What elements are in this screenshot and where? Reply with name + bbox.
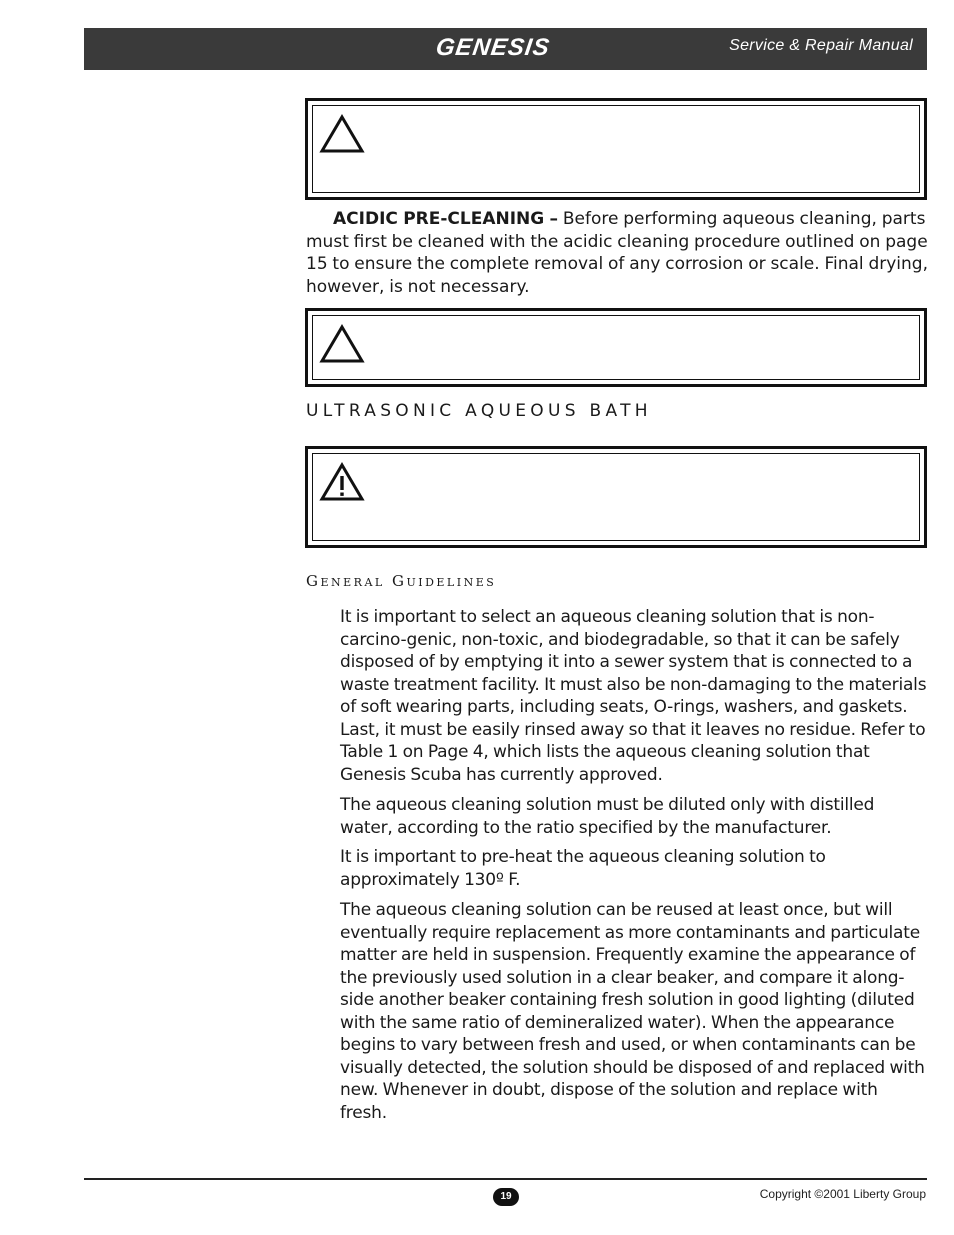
caution-box-1-inner <box>312 105 920 193</box>
section-title: ULTRASONIC AQUEOUS BATH <box>306 401 652 421</box>
caution-triangle-icon <box>319 114 365 154</box>
warning-exclamation-icon <box>319 462 365 502</box>
header-bar <box>84 28 927 70</box>
brand-logo: GENESIS <box>434 34 552 61</box>
guideline-paragraph-1: It is important to select an aqueous cleaning solution that is non-carcino-genic, non-toxic, and biodegradable, so that it can be safely disposed of by emptying it into a sewer system that is connected to a waste treatment facility. It must also be non-damaging to the materials of soft wearing parts, including seats, O-rings, washers, and gaskets. Last, it must be easily rinsed away so that it leaves no residue. Refer to Table 1 on Page 4, which lists the aqueous cleaning solution that Genesis Scuba has currently approved. <box>340 607 927 785</box>
caution-box-2 <box>305 308 927 387</box>
footer-rule <box>84 1178 927 1180</box>
manual-title: Service & Repair Manual <box>729 37 913 54</box>
acidic-pre-cleaning-paragraph <box>306 208 928 298</box>
guideline-paragraph-2: The aqueous cleaning solution must be diluted only with distilled water, according to the ratio specified by the manufacturer. <box>340 795 875 838</box>
caution-triangle-icon <box>319 324 365 364</box>
caution-box-1 <box>305 98 927 200</box>
caution-box-2-inner <box>312 315 920 380</box>
page-number: 19 <box>493 1188 519 1206</box>
guideline-paragraph-3: It is important to pre-heat the aqueous cleaning solution to approximately 130º F. <box>340 847 826 890</box>
warning-box-3-inner <box>312 453 920 541</box>
acidic-pre-cleaning-text: Before performing aqueous cleaning, parts must first be cleaned with the acidic cleaning procedure outlined on page 15 to ensure the complete removal of any corrosion or scale. Final drying, however, is not necessary. <box>306 209 928 297</box>
subsection-title: General Guidelines <box>306 572 497 590</box>
warning-box-3 <box>305 446 927 548</box>
guideline-paragraph-4: The aqueous cleaning solution can be reused at least once, but will eventually require replacement as more contaminants and particulate matter are held in suspension. Frequently examine the appearance of the previously used solution in a clear beaker, and compare it along-side another beaker containing fresh solution in good lighting (diluted with the same ratio of demineralized water). When the appearance begins to vary between fresh and used, or when contaminants can be visually detected, the solution should be disposed of and replaced with new. Whenever in doubt, dispose of the solution and replace with fresh. <box>340 900 925 1123</box>
copyright-notice: Copyright ©2001 Liberty Group <box>759 1187 926 1201</box>
acidic-pre-cleaning-term: ACIDIC PRE-CLEANING – <box>333 209 559 229</box>
